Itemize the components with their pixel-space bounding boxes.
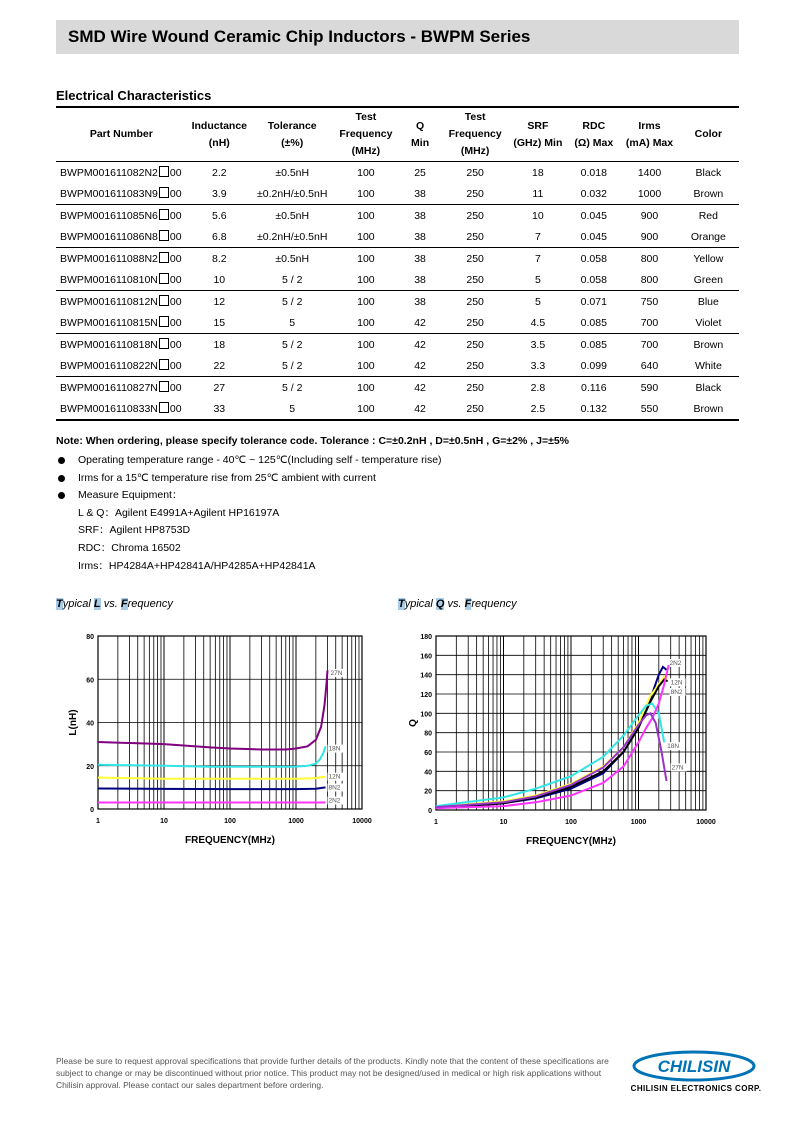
cell-test-frequency-l: 100	[357, 209, 375, 222]
cell-inductance: 18	[213, 338, 226, 351]
cell-test-frequency-q: 250	[466, 209, 484, 222]
y-tick-label: 40	[86, 720, 94, 728]
col-inductance: Inductance (nH)	[191, 119, 248, 149]
cell-q-min: 38	[414, 273, 426, 286]
cell-q-min: 38	[414, 230, 426, 243]
chart-title-l-vs-frequency: Typical L vs. Frequency	[56, 598, 173, 610]
cell-tolerance: 5 / 2	[281, 273, 303, 286]
cell-color: White	[694, 359, 722, 372]
tolerance-code-box	[159, 295, 169, 306]
col-test-frequency-q: Test Frequency (MHz)	[448, 111, 502, 157]
y-tick-label: 0	[90, 807, 94, 814]
cell-inductance: 6.8	[212, 230, 227, 243]
part-number-suffix: 00	[169, 188, 182, 200]
part-number-prefix: BWPM0016110822N	[60, 360, 158, 372]
cell-rdc: 0.058	[580, 252, 607, 265]
cell-tolerance: ±0.2nH/±0.5nH	[256, 187, 328, 200]
y-tick-label: 60	[424, 750, 432, 757]
y-tick-label: 80	[86, 634, 94, 641]
part-number-prefix: BWPM0016110833N	[60, 403, 158, 415]
part-number-prefix: BWPM0016110827N	[60, 382, 158, 394]
cell-inductance: 15	[213, 316, 226, 329]
cell-color: Black	[695, 381, 722, 394]
cell-test-frequency-l: 100	[357, 273, 375, 286]
cell-test-frequency-l: 100	[357, 230, 375, 243]
cell-test-frequency-q: 250	[466, 273, 484, 286]
cell-irms: 900	[640, 209, 659, 222]
part-number-prefix: BWPM0016110815N	[60, 317, 158, 329]
cell-part-number	[56, 269, 187, 291]
cell-test-frequency-q: 250	[466, 381, 484, 394]
cell-rdc: 0.085	[580, 338, 607, 351]
part-number-suffix: 00	[169, 403, 182, 415]
part-number-prefix: BWPM001611083N9	[60, 188, 158, 200]
cell-tolerance: ±0.2nH/±0.5nH	[256, 230, 328, 243]
table-row	[56, 377, 739, 399]
tolerance-code-box	[159, 230, 169, 241]
cell-color: Brown	[693, 402, 724, 415]
cell-test-frequency-q: 250	[466, 316, 484, 329]
y-axis-label: L(nH)	[68, 709, 79, 736]
cell-tolerance: 5	[289, 316, 296, 329]
y-tick-label: 20	[86, 763, 94, 771]
cell-inductance: 3.9	[212, 187, 227, 200]
equipment-rdc: RDC：Chroma 16502	[78, 541, 181, 554]
cell-srf: 7	[534, 230, 541, 243]
logo-wordmark: CHILISIN	[657, 1057, 731, 1076]
cell-test-frequency-l: 100	[357, 316, 375, 329]
cell-q-min: 42	[414, 338, 426, 351]
cell-test-frequency-q: 250	[466, 338, 484, 351]
part-number-prefix: BWPM001611088N2	[60, 253, 158, 265]
table-row	[56, 183, 739, 205]
cell-irms: 700	[640, 338, 659, 351]
cell-test-frequency-l: 100	[357, 359, 375, 372]
cell-color: Orange	[690, 230, 726, 243]
tolerance-code-box	[159, 209, 169, 220]
cell-srf: 2.8	[530, 381, 546, 394]
table-row	[56, 312, 739, 334]
cell-q-min: 42	[414, 359, 426, 372]
cell-srf: 4.5	[530, 316, 546, 329]
cell-q-min: 42	[414, 381, 426, 394]
cell-irms: 590	[640, 381, 659, 394]
spec-bullets	[56, 452, 442, 575]
cell-inductance: 2.2	[212, 166, 227, 179]
table-row	[56, 291, 739, 313]
cell-color: Green	[693, 273, 723, 286]
cell-irms: 700	[640, 316, 659, 329]
equipment-irms: Irms：HP4284A+HP42841A/HP4285A+HP42841A	[78, 559, 316, 572]
tolerance-code-box	[159, 166, 169, 177]
cell-rdc: 0.045	[580, 209, 607, 222]
x-tick-label: 100	[224, 818, 236, 825]
y-tick-label: 120	[420, 692, 432, 699]
cell-color: Brown	[693, 338, 724, 351]
cell-tolerance: 5 / 2	[281, 381, 303, 394]
part-number-prefix: BWPM001611085N6	[60, 210, 158, 222]
table-row	[56, 248, 739, 270]
cell-rdc: 0.099	[580, 359, 607, 372]
y-tick-label: 140	[420, 672, 432, 680]
cell-rdc: 0.085	[580, 316, 607, 329]
y-tick-label: 160	[420, 653, 432, 661]
cell-part-number	[56, 334, 187, 356]
col-color: Color	[694, 128, 723, 140]
cell-q-min: 38	[414, 252, 426, 265]
part-number-suffix: 00	[169, 210, 182, 222]
title-bar	[56, 20, 739, 54]
chart-q-vs-frequency	[398, 628, 728, 868]
cell-test-frequency-q: 250	[466, 295, 484, 308]
tolerance-code-box	[159, 273, 169, 284]
equipment-lq: L & Q：Agilent E4991A+Agilent HP16197A	[78, 506, 280, 519]
cell-part-number	[56, 205, 187, 227]
cell-srf: 5	[534, 295, 541, 308]
part-number-suffix: 00	[169, 167, 182, 179]
cell-inductance: 22	[213, 359, 226, 372]
y-tick-label: 80	[424, 730, 432, 738]
y-tick-label: 20	[424, 788, 432, 796]
series-line-8n2	[98, 787, 326, 789]
x-tick-label: 1	[96, 818, 100, 825]
cell-rdc: 0.045	[580, 230, 607, 243]
cell-inductance: 8.2	[212, 252, 227, 265]
cell-irms: 1000	[637, 187, 662, 200]
x-axis-label: FREQUENCY(MHz)	[185, 835, 275, 846]
cell-rdc: 0.018	[580, 166, 607, 179]
cell-test-frequency-l: 100	[357, 381, 375, 394]
series-label: 27N	[330, 669, 343, 677]
cell-inductance: 27	[213, 381, 226, 394]
bullet-operating-temperature: Operating temperature range - 40℃ ~ 125℃(Including self - temperature rise)	[56, 452, 442, 470]
tolerance-code-box	[159, 359, 169, 370]
cell-tolerance: 5 / 2	[281, 338, 303, 351]
ordering-note: Note: When ordering, please specify tolerance code. Tolerance : C=±0.2nH , D=±0.5nH , G=±2% , J=±5%	[56, 435, 570, 447]
x-tick-label: 10	[160, 818, 168, 825]
series-label: 8N2	[328, 784, 341, 792]
col-part-number: Part Number	[89, 128, 153, 140]
table-row	[56, 334, 739, 356]
cell-color: Black	[695, 166, 722, 179]
part-number-prefix: BWPM001611086N8	[60, 231, 158, 243]
series-label: 2N2	[669, 660, 682, 667]
y-tick-label: 60	[86, 677, 94, 685]
cell-test-frequency-l: 100	[357, 166, 375, 179]
cell-q-min: 25	[414, 166, 426, 179]
tolerance-code-box	[159, 338, 169, 349]
page-title: SMD Wire Wound Ceramic Chip Inductors - BWPM Series	[68, 27, 531, 46]
series-line-12n	[436, 677, 668, 808]
x-tick-label: 10000	[352, 818, 372, 825]
table-row	[56, 226, 739, 248]
cell-inductance: 12	[213, 295, 226, 308]
cell-rdc: 0.116	[581, 381, 607, 394]
series-label: 2N2	[328, 797, 341, 805]
cell-part-number	[56, 398, 187, 420]
tolerance-code-box	[159, 187, 169, 198]
table-header-row	[56, 107, 739, 162]
y-tick-label: 180	[420, 634, 432, 641]
cell-test-frequency-q: 250	[466, 230, 484, 243]
cell-tolerance: ±0.5nH	[275, 166, 310, 179]
part-number-suffix: 00	[169, 360, 182, 372]
table-row	[56, 162, 739, 184]
equipment-srf: SRF：Agilent HP8753D	[78, 524, 191, 537]
series-line-8n2	[436, 680, 668, 809]
cell-inductance: 5.6	[212, 209, 227, 222]
cell-part-number	[56, 355, 187, 377]
cell-tolerance: 5	[289, 402, 296, 415]
cell-irms: 800	[640, 273, 659, 286]
col-q-min: Q Min	[411, 119, 430, 149]
tolerance-code-box	[159, 252, 169, 263]
cell-srf: 3.5	[530, 338, 546, 351]
series-label: 27N	[671, 764, 684, 772]
cell-test-frequency-l: 100	[357, 402, 375, 415]
table-row	[56, 398, 739, 420]
cell-rdc: 0.132	[580, 402, 607, 415]
chilisin-logo-mark	[628, 1048, 764, 1084]
cell-part-number	[56, 183, 187, 205]
cell-test-frequency-q: 250	[466, 359, 484, 372]
bullet-measure-equipment: Measure Equipment：	[56, 487, 442, 505]
cell-irms: 640	[640, 359, 659, 372]
cell-tolerance: ±0.5nH	[275, 252, 310, 265]
cell-q-min: 42	[414, 402, 426, 415]
cell-color: Blue	[697, 295, 719, 308]
cell-color: Red	[698, 209, 718, 222]
cell-irms: 1400	[637, 166, 662, 179]
footer-disclaimer: Please be sure to request approval specifications that provide further details of the products. Kindly note that the content of these specifications are subject to change or may be discontinued without prior notice. This product may not be designed/used in medical or high risk applications without Chilisin approval. Please contact our sales department before ordering.	[56, 1056, 609, 1090]
cell-irms: 550	[640, 402, 659, 415]
cell-test-frequency-l: 100	[357, 295, 375, 308]
series-line-12n	[98, 777, 326, 779]
chart-title-q-vs-frequency: Typical Q vs. Frequency	[398, 598, 517, 610]
cell-color: Brown	[693, 187, 724, 200]
x-axis-label: FREQUENCY(MHz)	[526, 836, 616, 847]
y-axis-label: Q	[408, 719, 419, 727]
cell-tolerance: 5 / 2	[281, 295, 303, 308]
electrical-characteristics-table	[56, 106, 739, 421]
tolerance-code-box	[159, 402, 169, 413]
y-tick-label: 40	[424, 769, 432, 777]
cell-irms: 800	[640, 252, 659, 265]
cell-part-number	[56, 248, 187, 270]
cell-srf: 2.5	[530, 402, 546, 415]
part-number-suffix: 00	[169, 274, 182, 286]
series-label: 12N	[328, 773, 341, 781]
x-tick-label: 1000	[630, 819, 647, 826]
col-rdc: RDC (Ω) Max	[574, 119, 614, 149]
cell-test-frequency-q: 250	[466, 166, 484, 179]
part-number-suffix: 00	[169, 317, 182, 329]
cell-tolerance: 5 / 2	[281, 359, 303, 372]
cell-rdc: 0.071	[580, 295, 607, 308]
cell-q-min: 38	[414, 209, 426, 222]
x-tick-label: 1	[434, 819, 438, 826]
section-title: Electrical Characteristics	[56, 88, 212, 103]
cell-test-frequency-q: 250	[466, 252, 484, 265]
part-number-suffix: 00	[169, 339, 182, 351]
cell-srf: 11	[532, 187, 544, 200]
cell-color: Violet	[695, 316, 722, 329]
y-tick-label: 0	[428, 808, 432, 815]
cell-test-frequency-l: 100	[357, 338, 375, 351]
cell-part-number	[56, 291, 187, 313]
cell-tolerance: ±0.5nH	[275, 209, 310, 222]
cell-test-frequency-q: 250	[466, 402, 484, 415]
table-row	[56, 269, 739, 291]
cell-color: Yellow	[693, 252, 724, 265]
part-number-prefix: BWPM0016110810N	[60, 274, 158, 286]
cell-irms: 900	[640, 230, 659, 243]
cell-rdc: 0.032	[580, 187, 607, 200]
cell-q-min: 38	[414, 187, 426, 200]
cell-part-number	[56, 312, 187, 334]
col-srf: SRF (GHz) Min	[513, 119, 563, 149]
cell-test-frequency-q: 250	[466, 187, 484, 200]
cell-srf: 5	[534, 273, 541, 286]
cell-srf: 18	[532, 166, 544, 179]
table-row	[56, 355, 739, 377]
cell-part-number	[56, 377, 187, 399]
series-label: 18N	[667, 743, 680, 751]
cell-srf: 3.3	[530, 359, 546, 372]
y-tick-label: 100	[420, 711, 432, 719]
part-number-suffix: 00	[169, 231, 182, 243]
cell-q-min: 38	[414, 295, 426, 308]
x-tick-label: 10000	[696, 819, 716, 826]
tolerance-code-box	[159, 381, 169, 392]
cell-inductance: 10	[213, 273, 226, 286]
part-number-suffix: 00	[169, 382, 182, 394]
part-number-prefix: BWPM0016110812N	[60, 296, 158, 308]
col-tolerance: Tolerance (±%)	[267, 119, 317, 149]
cell-part-number	[56, 226, 187, 248]
series-label: 18N	[328, 745, 341, 753]
tolerance-code-box	[159, 316, 169, 327]
series-label: 8N2	[670, 689, 683, 696]
cell-inductance: 33	[213, 402, 226, 415]
cell-srf: 10	[532, 209, 544, 222]
series-label: 12N	[670, 679, 683, 687]
part-number-prefix: BWPM0016110818N	[60, 339, 158, 351]
chilisin-logo	[628, 1048, 764, 1096]
cell-test-frequency-l: 100	[357, 252, 375, 265]
chart-l-vs-frequency	[56, 628, 376, 868]
cell-rdc: 0.058	[580, 273, 607, 286]
x-tick-label: 100	[565, 819, 577, 826]
cell-test-frequency-l: 100	[357, 187, 375, 200]
part-number-suffix: 00	[169, 253, 182, 265]
part-number-prefix: BWPM001611082N2	[60, 167, 158, 179]
cell-irms: 750	[640, 295, 659, 308]
bullet-irms: Irms for a 15℃ temperature rise from 25℃ ambient with current	[56, 470, 442, 488]
table-body	[56, 162, 739, 421]
x-tick-label: 10	[499, 819, 508, 826]
table-row	[56, 205, 739, 227]
x-tick-label: 1000	[288, 818, 304, 825]
cell-part-number	[56, 162, 187, 184]
cell-q-min: 42	[414, 316, 426, 329]
part-number-suffix: 00	[169, 296, 182, 308]
logo-corp-name: CHILISIN ELECTRONICS CORP.	[630, 1084, 762, 1093]
col-test-frequency-l: Test Frequency (MHz)	[339, 111, 393, 157]
cell-srf: 7	[534, 252, 541, 265]
col-irms: Irms (mA) Max	[625, 119, 674, 149]
